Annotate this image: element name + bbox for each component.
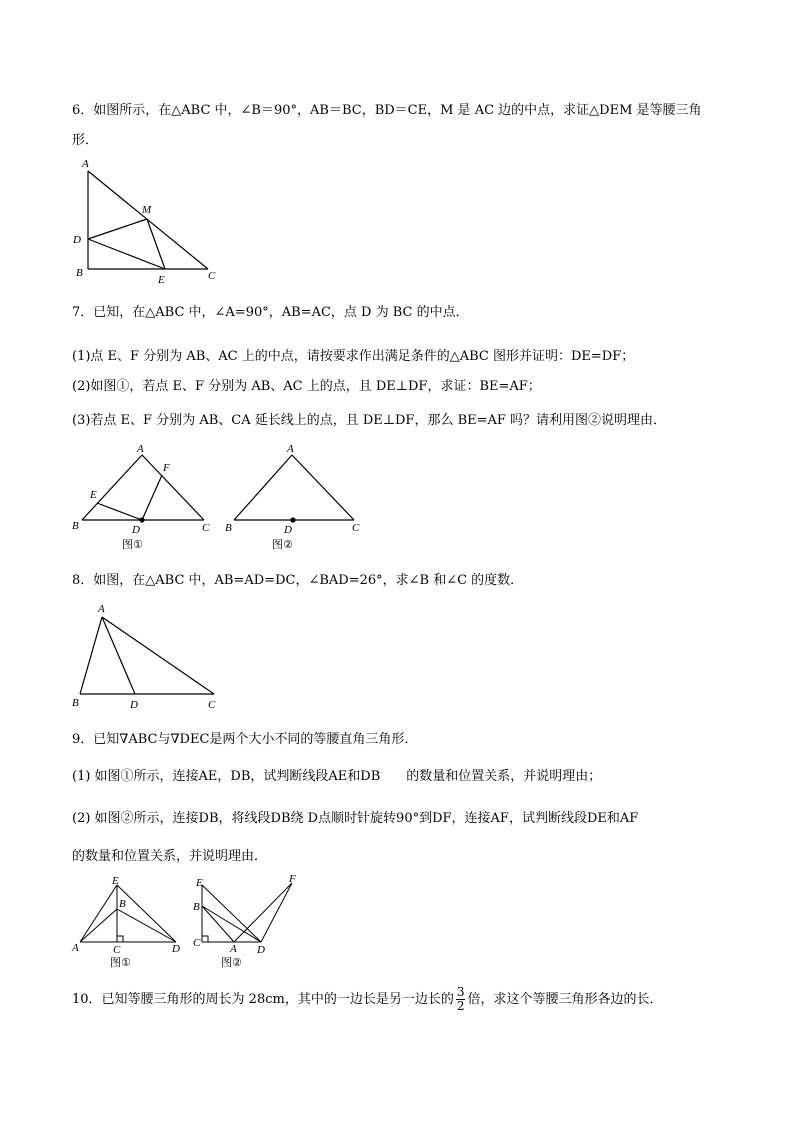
q9f2-seg-af <box>234 883 292 942</box>
q8-label-d: D <box>130 699 138 711</box>
q9f2-label-f: F <box>289 873 296 885</box>
q7-text-part2: (2)如图①，若点 E、F 分别为 AB、AC 上的点，且 DE⊥DF，求证：BE=AF； <box>72 379 541 394</box>
q6-seg-de <box>88 239 165 269</box>
q7-text-line1: 7．已知，在△ABC 中，∠A=90°，AB=AC，点 D 为 BC 的中点． <box>72 305 469 320</box>
q7f1-point-d <box>139 517 144 522</box>
q6-text-line2: 形． <box>72 133 99 148</box>
q9f2-label-e: E <box>196 877 203 889</box>
q9f2-seg-ed <box>202 885 261 942</box>
q9-figure-1 <box>68 873 188 973</box>
q6-label-c: C <box>208 270 216 282</box>
q6-text-line1: 6．如图所示，在△ABC 中，∠B＝90°，AB＝BC，BD＝CE，M 是 AC 边的中点，求证△DEM 是等腰三角 <box>72 103 702 118</box>
q9-figure-2 <box>188 873 308 973</box>
q7f2-label-c: C <box>352 522 360 534</box>
q9f2-caption: 图② <box>221 956 242 969</box>
q6-seg-dm <box>88 219 147 239</box>
q6-label-m: M <box>142 204 152 216</box>
q9f2-label-d: D <box>257 944 265 956</box>
q6-label-d: D <box>73 234 81 246</box>
q7f1-label-d: D <box>132 524 140 536</box>
q8-figure <box>68 598 228 713</box>
q10-fraction <box>456 986 466 1013</box>
q7f2-caption: 图② <box>272 538 293 551</box>
q7-text-part1: (1)点 E、F 分别为 AB、AC 上的中点，请按要求作出满足条件的△ABC 图形并证明：DE=DF； <box>72 349 635 364</box>
q7f1-label-c: C <box>202 522 210 534</box>
q7f2-label-a: A <box>287 443 294 455</box>
q7f2-side-ab <box>234 455 292 520</box>
q9f1-caption: 图① <box>110 956 131 969</box>
q8-label-c: C <box>208 699 216 711</box>
q9f1-label-e: E <box>112 875 119 887</box>
q9-text-part2-line2: 的数量和位置关系，并说明理由． <box>72 849 268 864</box>
q7f1-label-e: E <box>90 489 97 501</box>
q6-side-ac <box>88 171 208 269</box>
q6-label-a: A <box>82 158 89 170</box>
q7-text-part3: (3)若点 E、F 分别为 AB、CA 延长线上的点，且 DE⊥DF，那么 BE=AF 吗？请利用图②说明理由． <box>72 413 667 428</box>
q9-text-line1: 9．已知∇ABC与∇DEC是两个大小不同的等腰直角三角形． <box>72 732 418 747</box>
q9f2-label-c: C <box>193 937 201 949</box>
q7f1-seg-df <box>142 475 162 520</box>
q7-figure-1 <box>68 440 228 555</box>
q8-label-a: A <box>98 603 105 615</box>
q10-text-after: 倍，求这个等腰三角形各边的长． <box>467 992 663 1007</box>
q10-text-before: 10．已知等腰三角形的周长为 28cm，其中的一边长是另一边长的 <box>72 992 454 1007</box>
q9-text-part2-line1: (2) 如图②所示，连接DB，将线段DB绕 D点顺时针旋转90°到DF，连接AF，试判断线段DE和AF <box>72 811 639 826</box>
q9f1-label-d: D <box>172 943 180 955</box>
q9f2-label-b: B <box>193 901 200 913</box>
q6-label-e: E <box>158 274 165 286</box>
q9-text-part1: (1) 如图①所示，连接AE，DB，试判断线段AE和DB 的数量和位置关系，并说明理由； <box>72 769 602 784</box>
q7f1-side-ab <box>82 455 142 520</box>
q10-text-line <box>72 985 662 1015</box>
q10-fraction-numerator: 3 <box>456 985 465 999</box>
q6-label-b: B <box>76 267 83 279</box>
q8-text-line1: 8．如图，在△ABC 中，AB=AD=DC，∠BAD=26°，求∠B 和∠C 的度数． <box>72 573 524 588</box>
q7f1-side-ac <box>142 455 204 520</box>
q6-figure <box>70 155 230 290</box>
q7f2-label-d: D <box>284 524 292 536</box>
q9f1-right-angle <box>117 936 123 942</box>
q8-side-ab <box>80 617 102 694</box>
q9f1-label-b: B <box>119 898 126 910</box>
q7f2-label-b: B <box>225 522 232 534</box>
q7f1-label-b: B <box>72 520 79 532</box>
q7f1-caption: 图① <box>122 538 143 551</box>
q7f1-seg-de <box>97 503 142 520</box>
q9f1-label-c: C <box>113 944 121 956</box>
q10-fraction-denominator: 2 <box>456 999 465 1013</box>
q7-figure-2 <box>222 440 372 555</box>
q9f2-label-a: A <box>230 943 237 955</box>
q9f1-label-a: A <box>72 942 79 954</box>
q8-label-b: B <box>72 697 79 709</box>
q9f2-right-angle <box>202 936 208 942</box>
q7f2-point-d <box>290 517 295 522</box>
q7f1-label-a: A <box>137 443 144 455</box>
q9f2-seg-df <box>261 883 292 942</box>
q7f2-side-ac <box>292 455 354 520</box>
q7f1-label-f: F <box>163 462 170 474</box>
